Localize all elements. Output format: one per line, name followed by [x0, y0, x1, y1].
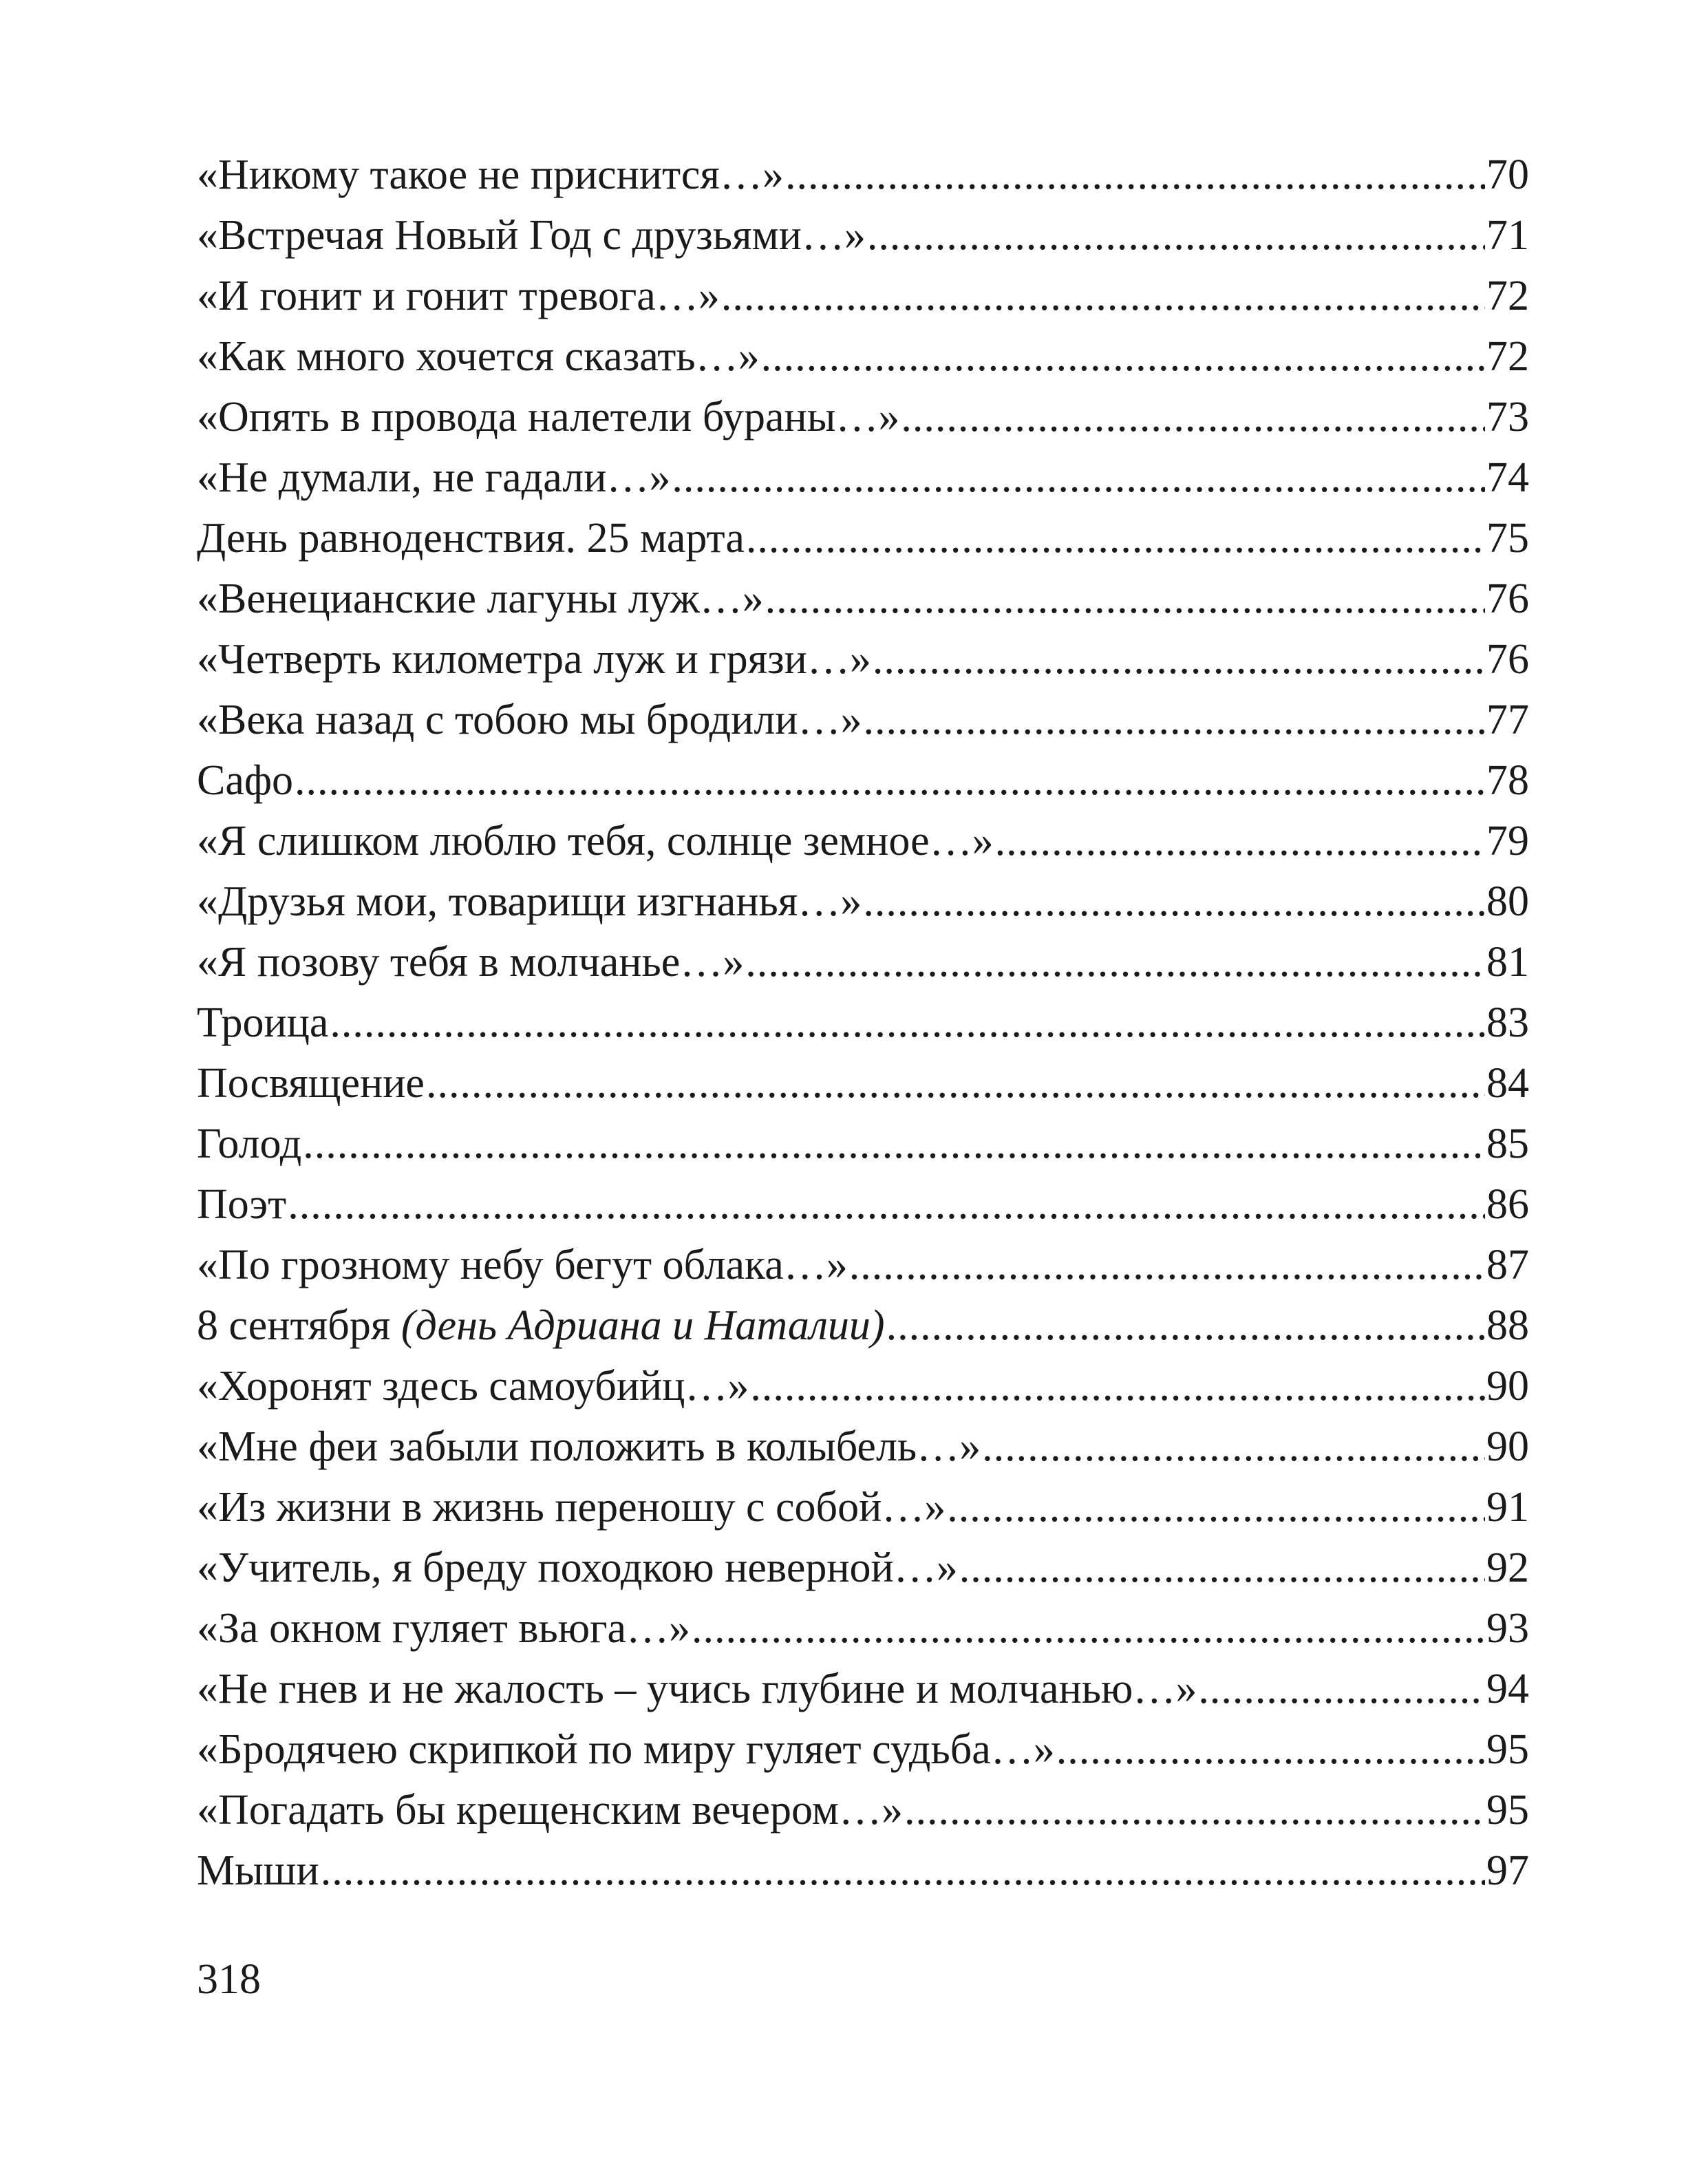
toc-entry — [197, 1477, 1529, 1538]
entry-page-number: 95 — [1486, 1726, 1529, 1773]
entry-page-number: 92 — [1486, 1544, 1529, 1591]
toc-entry — [197, 1719, 1529, 1780]
dot-leader — [982, 1416, 1485, 1477]
entry-page-number: 80 — [1486, 878, 1529, 925]
dot-leader — [288, 1174, 1485, 1235]
dot-leader — [863, 871, 1485, 932]
entry-title: Поэт — [197, 1181, 287, 1228]
entry-page-number: 76 — [1486, 575, 1529, 622]
dot-leader — [746, 508, 1485, 568]
entry-title: Посвящение — [197, 1060, 425, 1107]
toc-entry — [197, 1840, 1529, 1901]
dot-leader — [672, 447, 1485, 508]
entry-title: «Из жизни в жизнь переношу с собой…» — [197, 1484, 946, 1531]
toc-entry — [197, 1235, 1529, 1295]
entry-page-number: 88 — [1486, 1302, 1529, 1349]
entry-title: «Не гнев и не жалость – учись глубине и молчанью…» — [197, 1666, 1197, 1712]
toc-entry — [197, 1356, 1529, 1416]
dot-leader — [295, 750, 1485, 811]
entry-page-number: 78 — [1486, 757, 1529, 804]
dot-leader — [426, 1053, 1485, 1114]
dot-leader — [1198, 1659, 1485, 1719]
entry-title — [197, 1295, 885, 1356]
entry-title: «За окном гуляет вьюга…» — [197, 1605, 691, 1652]
dot-leader — [785, 145, 1485, 205]
dot-leader — [745, 932, 1485, 992]
entry-page-number: 94 — [1486, 1666, 1529, 1712]
entry-page-number: 76 — [1486, 636, 1529, 683]
toc-entry — [197, 568, 1529, 629]
dot-leader — [947, 1477, 1485, 1538]
toc-entry — [197, 1295, 1529, 1356]
entry-page-number: 79 — [1486, 818, 1529, 864]
entry-page-number: 90 — [1486, 1423, 1529, 1470]
dot-leader — [995, 811, 1485, 871]
entry-title: День равноденствия. 25 марта — [197, 515, 745, 562]
toc-entry — [197, 932, 1529, 992]
toc-entry — [197, 1538, 1529, 1598]
entry-title: «Мне феи забыли положить в колыбель…» — [197, 1423, 981, 1470]
dot-leader — [303, 1114, 1485, 1174]
toc-entry — [197, 508, 1529, 568]
entry-page-number: 81 — [1486, 939, 1529, 986]
entry-title: Троица — [197, 999, 329, 1046]
entry-title: «Учитель, я бреду походкою неверной…» — [197, 1544, 958, 1591]
toc-entry — [197, 1174, 1529, 1235]
entry-page-number: 93 — [1486, 1605, 1529, 1652]
dot-leader — [692, 1598, 1485, 1659]
toc-entry — [197, 811, 1529, 871]
dot-leader — [761, 326, 1485, 387]
entry-title: Голод — [197, 1120, 302, 1167]
entry-title: «Бродячею скрипкой по миру гуляет судьба…» — [197, 1726, 1055, 1773]
entry-title: «Я слишком люблю тебя, солнце земное…» — [197, 818, 994, 864]
entry-page-number: 91 — [1486, 1484, 1529, 1531]
entry-page-number: 74 — [1486, 454, 1529, 501]
entry-title: Мыши — [197, 1847, 319, 1894]
entry-title: «Я позову тебя в молчанье…» — [197, 939, 745, 986]
toc-entry — [197, 205, 1529, 266]
toc-entry — [197, 1598, 1529, 1659]
entry-page-number: 77 — [1486, 697, 1529, 743]
dot-leader — [873, 629, 1485, 690]
toc-entry — [197, 387, 1529, 447]
dot-leader — [750, 1356, 1485, 1416]
table-of-contents — [197, 145, 1529, 1901]
entry-title: Сафо — [197, 757, 294, 804]
toc-entry — [197, 447, 1529, 508]
entry-page-number: 87 — [1486, 1242, 1529, 1288]
entry-title: «Хоронят здесь самоубийц…» — [197, 1363, 749, 1410]
toc-entry — [197, 690, 1529, 750]
toc-entry — [197, 992, 1529, 1053]
entry-title: «Века назад с тобою мы бродили…» — [197, 697, 862, 743]
entry-title-note: (день Адриана и Наталии) — [401, 1302, 885, 1349]
entry-page-number: 83 — [1486, 999, 1529, 1046]
entry-page-number: 71 — [1486, 212, 1529, 259]
dot-leader — [886, 1295, 1485, 1356]
entry-page-number: 97 — [1486, 1847, 1529, 1894]
toc-entry — [197, 145, 1529, 205]
entry-title: «Как много хочется сказать…» — [197, 333, 760, 380]
entry-page-number: 90 — [1486, 1363, 1529, 1410]
toc-entry — [197, 750, 1529, 811]
toc-entry — [197, 326, 1529, 387]
toc-entry — [197, 1053, 1529, 1114]
entry-page-number: 84 — [1486, 1060, 1529, 1107]
dot-leader — [330, 992, 1485, 1053]
toc-entry — [197, 1416, 1529, 1477]
entry-page-number: 86 — [1486, 1181, 1529, 1228]
dot-leader — [959, 1538, 1485, 1598]
entry-title: «Друзья мои, товарищи изгнанья…» — [197, 878, 862, 925]
entry-page-number: 72 — [1486, 333, 1529, 380]
dot-leader — [721, 266, 1485, 326]
dot-leader — [765, 568, 1485, 629]
toc-entry — [197, 1114, 1529, 1174]
toc-entry — [197, 1780, 1529, 1840]
entry-title: «Опять в провода налетели бураны…» — [197, 394, 900, 440]
page-number: 318 — [197, 1956, 261, 2003]
entry-title: «Никому такое не приснится…» — [197, 151, 784, 198]
entry-title: «Не думали, не гадали…» — [197, 454, 671, 501]
dot-leader — [863, 690, 1485, 750]
entry-title: «Встречая Новый Год с друзьями…» — [197, 212, 866, 259]
dot-leader — [849, 1235, 1485, 1295]
dot-leader — [321, 1840, 1485, 1901]
entry-title-main: 8 сентября — [197, 1302, 391, 1349]
entry-page-number: 85 — [1486, 1120, 1529, 1167]
dot-leader — [867, 205, 1485, 266]
entry-title: «Четверть километра луж и грязи…» — [197, 636, 871, 683]
entry-title: «И гонит и гонит тревога…» — [197, 273, 720, 319]
entry-title: «По грозному небу бегут облака…» — [197, 1242, 848, 1288]
dot-leader — [901, 387, 1485, 447]
toc-entry — [197, 266, 1529, 326]
toc-entry — [197, 629, 1529, 690]
dot-leader — [1056, 1719, 1485, 1780]
toc-entry — [197, 871, 1529, 932]
entry-page-number: 72 — [1486, 273, 1529, 319]
entry-page-number: 73 — [1486, 394, 1529, 440]
entry-page-number: 75 — [1486, 515, 1529, 562]
entry-title: «Венецианские лагуны луж…» — [197, 575, 764, 622]
entry-page-number: 95 — [1486, 1787, 1529, 1834]
entry-page-number: 70 — [1486, 151, 1529, 198]
dot-leader — [904, 1780, 1485, 1840]
toc-entry — [197, 1659, 1529, 1719]
entry-title: «Погадать бы крещенским вечером…» — [197, 1787, 904, 1834]
